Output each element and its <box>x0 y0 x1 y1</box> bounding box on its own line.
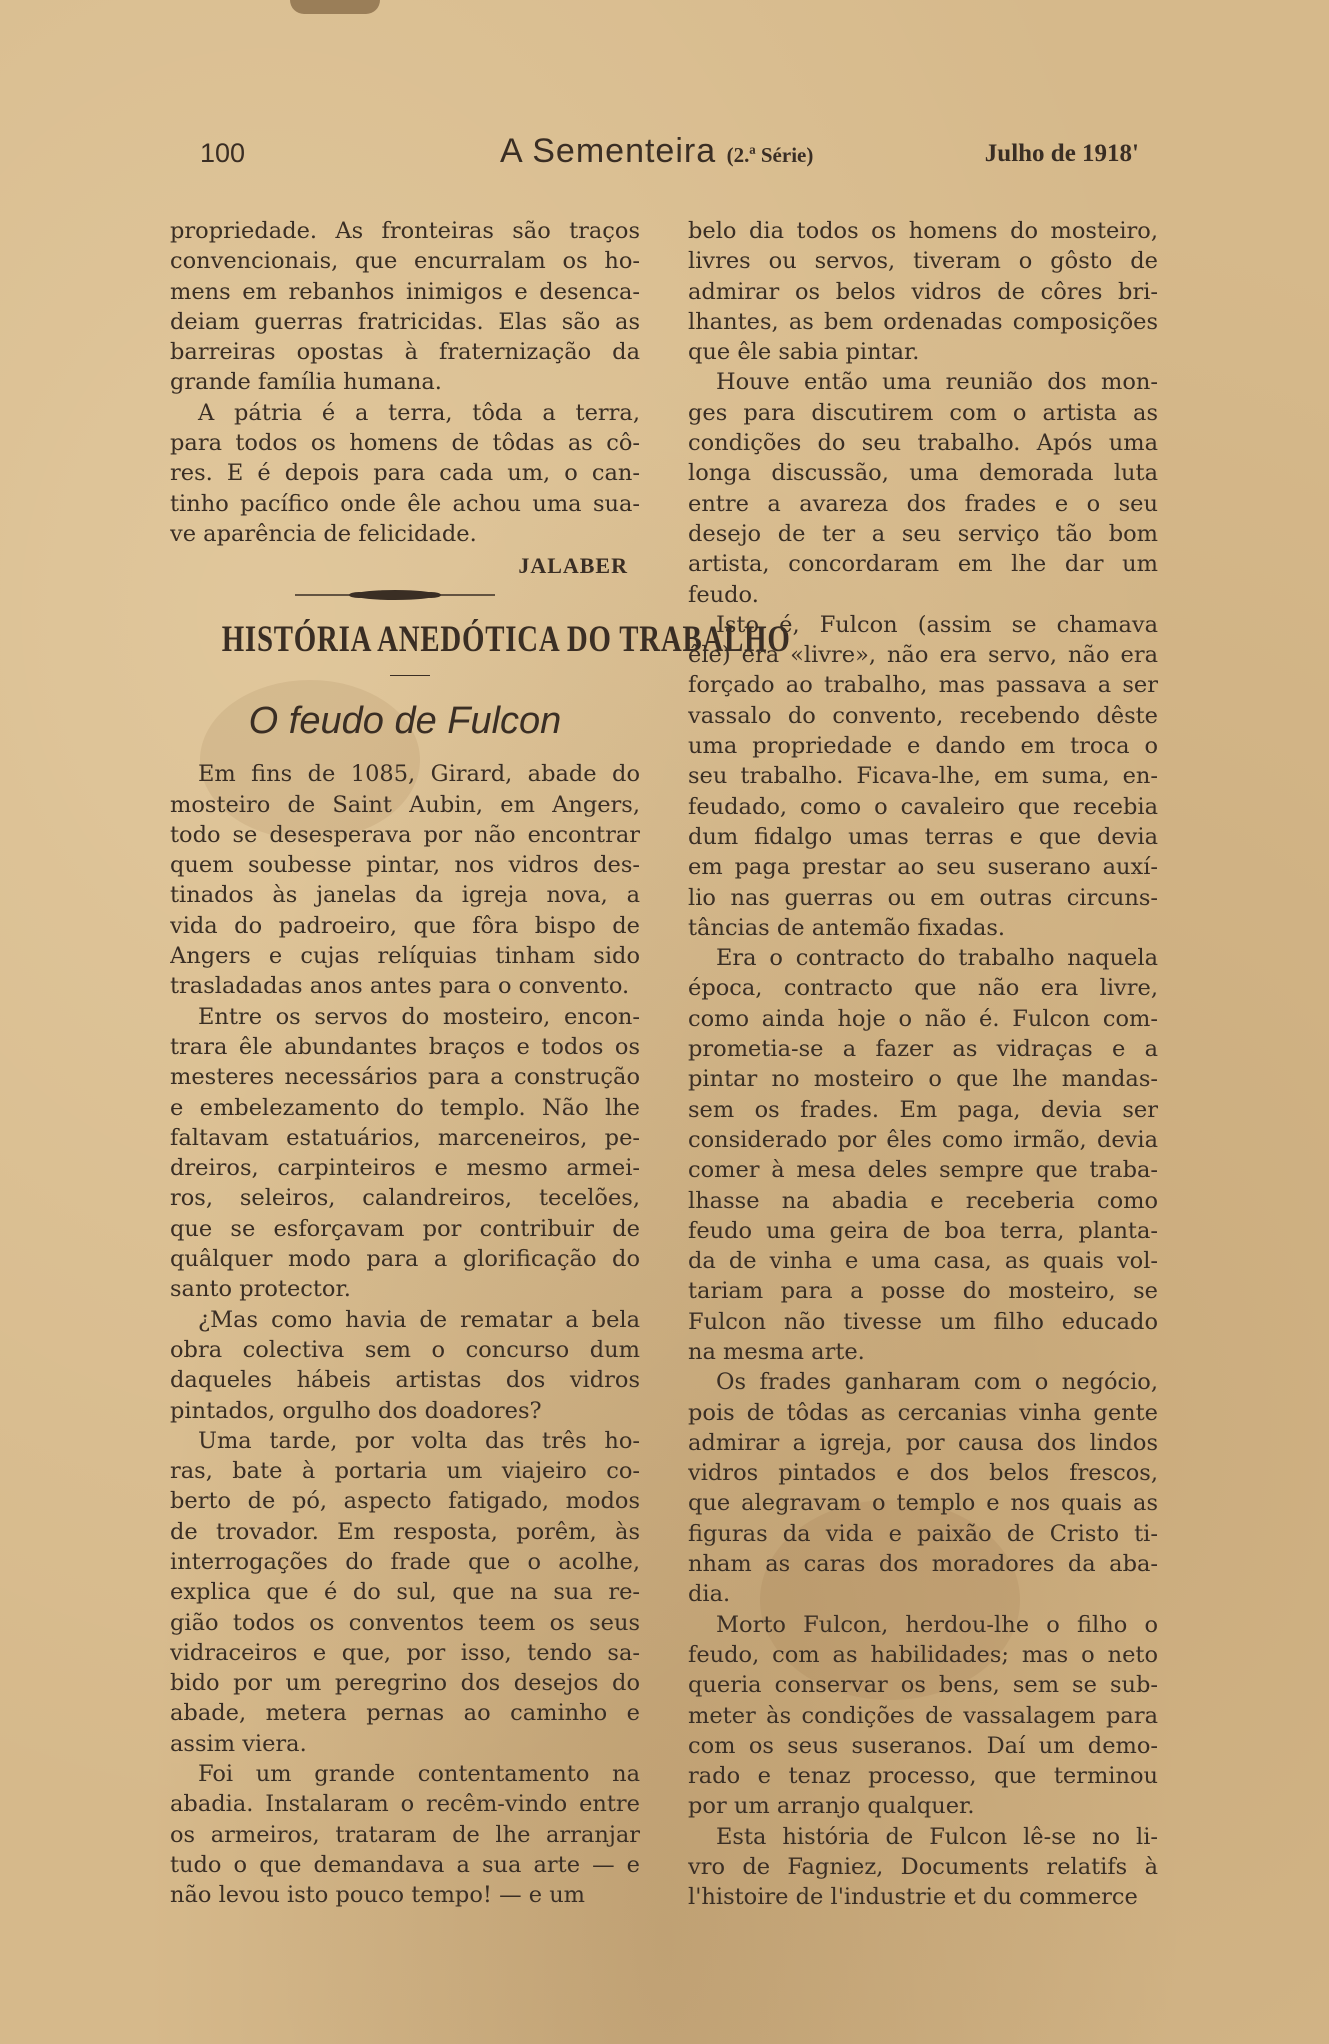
text-line: ve aparência de felicidade. <box>170 520 477 547</box>
text-line: quâlquer modo para a glorificação do <box>170 1246 640 1273</box>
text-line: em paga prestar ao seu suserano auxí- <box>688 854 1158 881</box>
text-line: Uma tarde, por volta das três ho- <box>198 1427 640 1454</box>
text-line: todo se desesperava por não encontrar <box>170 821 640 848</box>
text-line: res. E é depois para cada um, o can- <box>170 460 640 487</box>
text-line: lhasse na abadia e receberia como <box>688 1187 1158 1214</box>
text-line: prometia-se a fazer as vidraças e a <box>688 1036 1158 1063</box>
text-line: como ainda hoje o não é. Fulcon com- <box>688 1005 1158 1032</box>
opening-paragraph <box>170 216 640 398</box>
text-line: considerado por êles como irmão, devia <box>688 1126 1158 1153</box>
journal-name: A Sementeira <box>500 132 717 170</box>
text-line: condições do seu trabalho. Após uma <box>688 430 1158 457</box>
text-line: bido por um peregrino dos desejos do <box>170 1670 640 1697</box>
patria-paragraph <box>170 398 640 549</box>
text-line: pintados, orgulho dos doadores? <box>170 1397 542 1424</box>
article-body-right <box>688 216 1158 1913</box>
text-line: mosteiro de Saint Aubin, em Angers, <box>170 791 640 818</box>
text-line: dia. <box>688 1581 731 1608</box>
text-line: Os frades ganharam com o negócio, <box>716 1369 1158 1396</box>
right-column <box>688 216 1158 1913</box>
text-line: meter às condições de vassalagem para <box>688 1702 1158 1729</box>
text-line: lio nas guerras ou em outras circuns- <box>688 884 1158 911</box>
text-line: faltavam estatuários, marceneiros, pe- <box>170 1124 640 1151</box>
series-label: (2.ª Série) <box>726 143 814 167</box>
text-line: assim viera. <box>170 1730 307 1757</box>
text-line: artista, concordaram em lhe dar um <box>688 551 1158 578</box>
text-line: Fulcon não tivesse um filho educado <box>688 1308 1158 1335</box>
section-title: HISTÓRIA ANEDÓTICA DO TRABALHO <box>221 619 791 661</box>
text-line: abadia. Instalaram o recêm-vindo entre <box>170 1791 640 1818</box>
text-line: feudo, com as habilidades; mas o neto <box>688 1641 1158 1668</box>
text-line: dreiros, carpinteiros e mesmo armei- <box>170 1155 640 1182</box>
text-line: comer à mesa deles sempre que traba- <box>688 1157 1158 1184</box>
text-line: livres ou servos, tiveram o gôsto de <box>688 248 1158 275</box>
text-line: tinados às janelas da igreja nova, a <box>170 882 640 909</box>
text-line: daqueles hábeis artistas dos vidros <box>170 1367 640 1394</box>
text-line: Esta história de Fulcon lê-se no li- <box>716 1823 1158 1850</box>
text-line: admirar os belos vidros de côres bri- <box>688 278 1158 305</box>
text-line: feudo. <box>688 581 759 608</box>
text-line: época, contracto que não era livre, <box>688 975 1158 1002</box>
text-line: que se esforçavam por contribuir de <box>170 1215 640 1242</box>
text-line: ros, seleiros, calandreiros, tecelões, <box>170 1185 640 1212</box>
text-line: ¿Mas como havia de rematar a bela <box>198 1306 640 1333</box>
text-line: convencionais, que encurralam os ho- <box>170 248 640 275</box>
page-header <box>160 130 1169 170</box>
text-line: rado e tenaz processo, que terminou <box>688 1763 1158 1790</box>
text-line: lhantes, as bem ordenadas composições <box>688 308 1158 335</box>
text-line: Entre os servos do mosteiro, encon- <box>198 1003 640 1030</box>
text-line: que alegravam o templo e nos quais as <box>688 1490 1158 1517</box>
text-line: tariam para a posse do mosteiro, se <box>688 1278 1158 1305</box>
paper-stain <box>290 0 380 14</box>
text-line: com os seus suseranos. Daí um demo- <box>688 1732 1158 1759</box>
text-line: gião todos os conventos teem os seus <box>170 1609 640 1636</box>
text-line: interrogações do frade que o acolhe, <box>170 1548 640 1575</box>
text-line: pintar no mosteiro o que lhe mandas- <box>688 1066 1158 1093</box>
text-line: êle) era «livre», não era servo, não era <box>688 642 1158 669</box>
text-line: mens em rebanhos inimigos e desenca- <box>170 278 640 305</box>
text-line: quem soubesse pintar, nos vidros des- <box>170 852 640 879</box>
text-line: feudo uma geira de boa terra, planta- <box>688 1217 1158 1244</box>
text-line: dum fidalgo umas terras e que devia <box>688 823 1158 850</box>
text-line: obra colectiva sem o concurso dum <box>170 1336 640 1363</box>
text-line: admirar a igreja, por causa dos lindos <box>688 1429 1158 1456</box>
text-line: Era o contracto do trabalho naquela <box>716 945 1158 972</box>
text-line: feudado, como o cavaleiro que recebia <box>688 793 1158 820</box>
text-line: que êle sabia pintar. <box>688 339 920 366</box>
text-line: queria conservar os bens, sem se sub- <box>688 1672 1158 1699</box>
text-line: l'histoire de l'industrie et du commerce <box>688 1884 1138 1911</box>
text-line: uma propriedade e dando em troca o <box>688 733 1158 760</box>
text-line: Isto é, Fulcon (assim se chamava <box>716 611 1158 638</box>
text-line: longa discussão, uma demorada luta <box>688 460 1158 487</box>
text-line: vidraceiros e que, por isso, tendo sa- <box>170 1639 640 1666</box>
text-line: ges para discutirem com o artista as <box>688 399 1158 426</box>
text-line: Foi um grande contentamento na <box>198 1761 640 1788</box>
text-line: ras, bate à portaria um viajeiro co- <box>170 1458 640 1485</box>
text-line: A pátria é a terra, tôda a terra, <box>198 399 640 426</box>
text-line: nham as caras dos moradores da aba- <box>688 1551 1158 1578</box>
text-line: da de vinha e uma casa, as quais vol- <box>688 1248 1158 1275</box>
journal-title <box>500 132 813 171</box>
text-line: para todos os homens de tôdas as cô- <box>170 430 640 457</box>
text-line: trara êle abundantes braços e todos os <box>170 1033 640 1060</box>
issue-date: Julho de 1918' <box>984 140 1139 167</box>
text-line: belo dia todos os homens do mosteiro, <box>688 218 1158 244</box>
text-line: propriedade. As fronteiras são traços <box>170 218 640 244</box>
page-number: 100 <box>200 138 246 168</box>
title-rule <box>170 667 640 691</box>
text-line: e embelezamento do templo. Não lhe <box>170 1094 640 1121</box>
article-body-left <box>170 759 640 1910</box>
text-line: barreiras opostas à fraternização da <box>170 339 640 366</box>
text-line: Angers e cujas relíquias tinham sido <box>170 943 640 970</box>
text-line: tâncias de antemão fixadas. <box>688 914 1006 941</box>
article-title: O feudo de Fulcon <box>248 700 562 743</box>
text-line: vidros pintados e dos belos frescos, <box>688 1460 1158 1487</box>
text-line: abade, metera pernas ao caminho e <box>170 1700 640 1727</box>
text-line: na mesma arte. <box>688 1338 865 1365</box>
text-line: desejo de ter a seu serviço tão bom <box>688 520 1158 547</box>
text-line: mesteres necessários para a construção <box>170 1064 640 1091</box>
text-line: não levou isto pouco tempo! — e um <box>170 1882 586 1909</box>
text-line: tudo o que demandava a sua arte — e <box>170 1851 640 1878</box>
text-line: os armeiros, trataram de lhe arranjar <box>170 1821 640 1848</box>
text-line: por um arranjo qualquer. <box>688 1793 975 1820</box>
text-line: seu trabalho. Ficava-lhe, em suma, en- <box>688 763 1158 790</box>
text-line: vro de Fagniez, Documents relatifs à <box>688 1854 1158 1881</box>
text-line: figuras da vida e paixão de Cristo ti- <box>688 1520 1158 1547</box>
text-line: Houve então uma reunião dos mon- <box>716 369 1158 396</box>
text-line: vida do padroeiro, que fôra bispo de <box>170 912 640 939</box>
text-line: berto de pó, aspecto fatigado, modos <box>170 1488 640 1515</box>
text-line: de trovador. Em resposta, porêm, às <box>170 1518 640 1545</box>
text-line: sem os frades. Em paga, devia ser <box>688 1096 1158 1123</box>
text-line: entre a avareza dos frades e o seu <box>688 490 1158 517</box>
ornamental-divider <box>170 583 640 609</box>
text-line: forçado ao trabalho, mas passava a ser <box>688 672 1158 699</box>
text-line: trasladadas anos antes para o convento. <box>170 973 630 1000</box>
text-line: pois de tôdas as cercanias vinha gente <box>688 1399 1158 1426</box>
text-line: grande família humana. <box>170 369 442 396</box>
text-line: Morto Fulcon, herdou-lhe o filho o <box>716 1611 1158 1638</box>
author-signature: JALABER <box>518 553 628 579</box>
ornament-icon <box>295 587 495 603</box>
text-line: vassalo do convento, recebendo dêste <box>688 702 1158 729</box>
text-line: tinho pacífico onde êle achou uma sua- <box>170 490 640 517</box>
text-line: explica que é do sul, que na sua re- <box>170 1579 640 1606</box>
text-line: Em fins de 1085, Girard, abade do <box>198 761 640 788</box>
text-line: santo protector. <box>170 1276 351 1303</box>
text-line: deiam guerras fratricidas. Elas são as <box>170 308 640 335</box>
